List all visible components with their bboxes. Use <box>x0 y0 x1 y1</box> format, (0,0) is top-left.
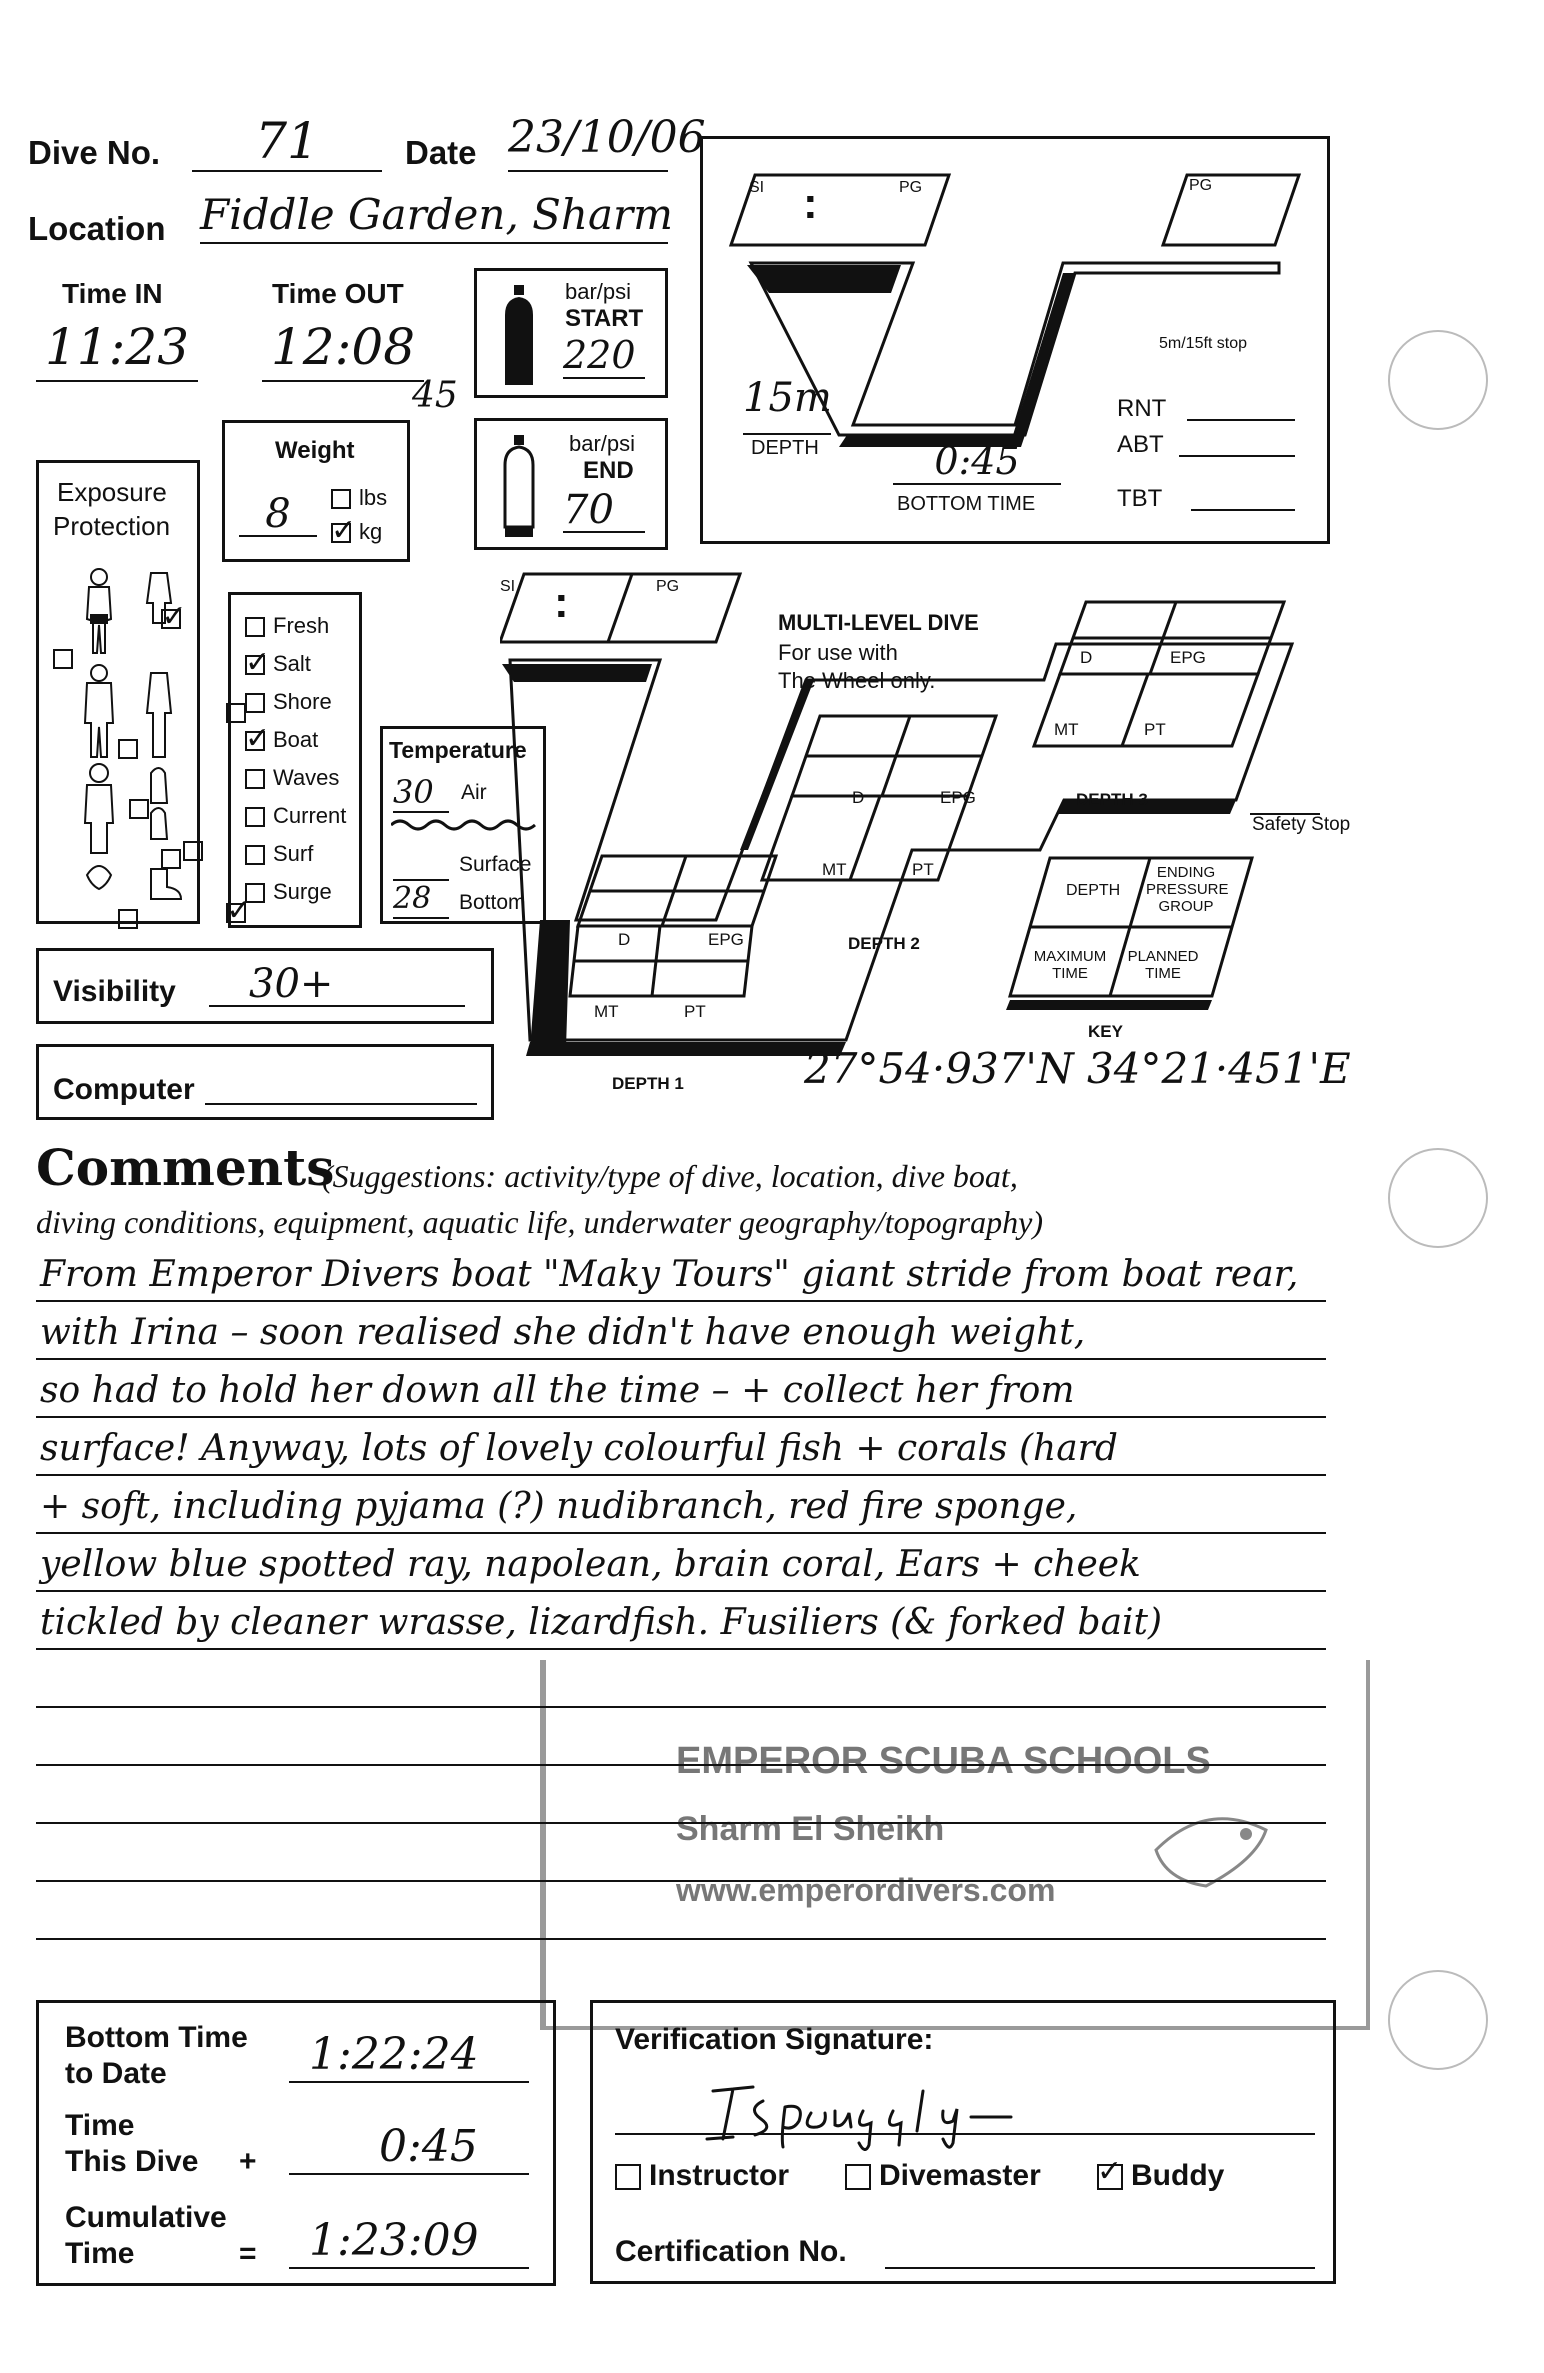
bottom-time-label: BOTTOM TIME <box>897 493 1036 515</box>
lbs-label: lbs <box>359 485 388 510</box>
bt-to-date-label-1: Bottom Time <box>65 2021 248 2054</box>
kg-option[interactable] <box>331 519 382 545</box>
key-label: KEY <box>1088 1022 1123 1041</box>
tank-start-field[interactable]: 220 <box>563 333 645 379</box>
surface-label: Surface <box>459 853 532 876</box>
depth1-d-label: D <box>618 930 631 949</box>
punch-hole <box>1388 1148 1488 1248</box>
air-temp-field[interactable]: 30 <box>393 773 449 813</box>
tank-end-field[interactable]: 70 <box>563 487 645 533</box>
salt-checkbox[interactable] <box>245 655 265 675</box>
surge-checkbox[interactable] <box>245 883 265 903</box>
water-item-surf[interactable] <box>245 841 313 867</box>
water-item-waves[interactable] <box>245 765 339 791</box>
date-label: Date <box>405 134 477 171</box>
location-field[interactable]: Fiddle Garden, Sharm <box>200 190 668 244</box>
weight-field[interactable]: 8 <box>239 491 317 537</box>
stamp-line-2: Sharm El Sheikh <box>676 1810 945 1848</box>
depth3-epg-label: EPG <box>1170 648 1206 667</box>
lbs-option[interactable] <box>331 485 387 511</box>
lbs-checkbox[interactable] <box>331 489 351 509</box>
tank-start-box <box>474 268 668 398</box>
tbt-field[interactable] <box>1191 485 1295 511</box>
buddy-option[interactable] <box>1097 2159 1224 2193</box>
surf-checkbox[interactable] <box>245 845 265 865</box>
si-colon: : <box>803 179 818 228</box>
emperor-stamp <box>540 1660 1370 2030</box>
comment-text-line: + soft, including pyjama (?) nudibranch, red fire sponge, <box>40 1486 1078 1527</box>
margin-note: 45 <box>412 375 458 416</box>
depth3-d-label: D <box>1080 648 1093 667</box>
comment-line <box>36 1300 1326 1302</box>
fresh-checkbox[interactable] <box>245 617 265 637</box>
water-item-boat[interactable] <box>245 727 318 753</box>
punch-hole <box>1388 1970 1488 2070</box>
multilevel-si-label: SI <box>500 578 516 595</box>
water-item-current[interactable] <box>245 803 346 829</box>
fish-logo-icon <box>1146 1790 1286 1900</box>
depth1-mt-label: MT <box>594 1002 619 1021</box>
water-item-salt[interactable] <box>245 651 311 677</box>
depth2-pt-label: PT <box>912 860 934 879</box>
computer-label: Computer <box>53 1073 195 1106</box>
depth2-d-label: D <box>852 788 865 807</box>
depth3-label: DEPTH 3 <box>1076 790 1148 809</box>
exposure-checkbox-shorty[interactable] <box>161 609 181 629</box>
bottom-label: Bottom <box>459 891 526 914</box>
exposure-box <box>36 460 200 924</box>
exposure-checkbox-gloves[interactable] <box>129 799 149 819</box>
si-label: SI <box>749 179 765 196</box>
comments-hint-2: diving conditions, equipment, aquatic life, underwater geography/topography) <box>36 1204 1043 1240</box>
comment-text-line: surface! Anyway, lots of lovely colourful fish + corals (hard <box>40 1428 1118 1469</box>
exposure-checkbox-mitts[interactable] <box>161 849 181 869</box>
weight-label: Weight <box>275 437 355 464</box>
comment-text-line: From Emperor Divers boat "Maky Tours" giant stride from boat rear, <box>40 1254 1299 1295</box>
comments-hint-1: (Suggestions: activity/type of dive, location, dive boat, <box>322 1158 1018 1194</box>
tank-start-unit: bar/psi <box>565 279 632 304</box>
visibility-label: Visibility <box>53 975 176 1008</box>
this-dive-plus: + <box>239 2145 257 2178</box>
multilevel-title: MULTI-LEVEL DIVE <box>778 610 979 635</box>
buddy-label: Buddy <box>1131 2159 1225 2192</box>
exposure-checkbox-skin[interactable] <box>53 649 73 669</box>
punch-hole <box>1388 330 1488 430</box>
comment-text-line: with Irina – soon realised she didn't have enough weight, <box>40 1312 1086 1353</box>
water-conditions-box <box>228 592 362 928</box>
comment-line <box>36 1358 1326 1360</box>
key-epg-label: ENDING PRESSURE GROUP <box>1146 864 1229 915</box>
visibility-box <box>36 948 494 1024</box>
exposure-checkbox-fullsuit[interactable] <box>118 739 138 759</box>
comment-line <box>36 1416 1326 1418</box>
comment-line <box>36 1474 1326 1476</box>
safety-stop-ml-label: Safety Stop <box>1252 814 1351 835</box>
waves-checkbox[interactable] <box>245 769 265 789</box>
depth2-label: DEPTH 2 <box>848 934 920 953</box>
temperature-title: Temperature <box>389 737 527 763</box>
time-in-field[interactable]: 11:23 <box>36 318 198 382</box>
dive-no-field[interactable]: 71 <box>192 112 382 172</box>
comment-line <box>36 1532 1326 1534</box>
multilevel-si-colon: : <box>554 578 569 627</box>
exposure-checkbox-hood[interactable] <box>118 909 138 929</box>
verification-box <box>590 2000 1336 2284</box>
water-item-shore[interactable] <box>245 689 332 715</box>
weight-box <box>222 420 410 562</box>
time-out-label: Time OUT <box>272 278 404 309</box>
multilevel-subtitle-1: For use with <box>778 640 898 665</box>
air-label: Air <box>461 781 487 804</box>
comment-line <box>36 1590 1326 1592</box>
current-checkbox[interactable] <box>245 807 265 827</box>
tbt-label: TBT <box>1117 485 1163 512</box>
bottom-time-field[interactable]: 0:45 <box>893 439 1061 485</box>
kg-checkbox[interactable] <box>331 523 351 543</box>
surge-label: Surge <box>273 879 332 904</box>
cumulative-label-1: Cumulative <box>65 2201 227 2234</box>
rnt-field[interactable] <box>1187 395 1295 421</box>
tank-end-unit: bar/psi <box>569 431 636 456</box>
time-out-field[interactable]: 12:08 <box>262 318 424 382</box>
divemaster-label: Divemaster <box>879 2159 1041 2192</box>
tank-end-label: END <box>583 457 634 484</box>
exposure-title-2: Protection <box>53 511 171 541</box>
depth1-pt-label: PT <box>684 1002 706 1021</box>
time-in-label: Time IN <box>62 278 163 309</box>
fresh-label: Fresh <box>273 613 330 638</box>
signature-field[interactable] <box>615 2103 1315 2135</box>
comment-line <box>36 1706 1326 1708</box>
date-field[interactable]: 23/10/06 <box>508 112 668 172</box>
depth1-label: DEPTH 1 <box>612 1074 684 1093</box>
bottom-temp-field[interactable]: 28 <box>393 881 449 919</box>
stamp-line-3: www.emperordivers.com <box>676 1872 1056 1908</box>
instructor-option[interactable] <box>615 2159 789 2193</box>
visibility-field[interactable]: 30+ <box>209 961 465 1007</box>
cumulative-equals: = <box>239 2237 257 2270</box>
rnt-label: RNT <box>1117 395 1167 422</box>
bt-to-date-label-2: to Date <box>65 2057 167 2090</box>
safety-stop-label: 5m/15ft stop <box>1159 335 1248 352</box>
cert-label: Certification No. <box>615 2235 847 2268</box>
comment-line <box>36 1938 1326 1940</box>
instructor-checkbox[interactable] <box>615 2164 641 2190</box>
verification-label: Verification Signature: <box>615 2023 934 2056</box>
multilevel-pg-label: PG <box>656 578 680 595</box>
bt-to-date-field[interactable]: 1:22:24 <box>289 2029 529 2083</box>
dive-no-label: Dive No. <box>28 134 161 171</box>
comment-line <box>36 1648 1326 1650</box>
waves-label: Waves <box>273 765 340 790</box>
tank-end-box <box>474 418 668 550</box>
water-item-fresh[interactable] <box>245 613 329 639</box>
comment-line <box>36 1764 1326 1766</box>
water-item-surge[interactable] <box>245 879 332 905</box>
depth2-mt-label: MT <box>822 860 847 879</box>
kg-label: kg <box>359 519 383 544</box>
depth1-epg-label: EPG <box>708 930 744 949</box>
depth3-mt-label: MT <box>1054 720 1079 739</box>
location-label: Location <box>28 210 166 247</box>
totals-box <box>36 2000 556 2286</box>
exposure-title-1: Exposure <box>57 477 167 507</box>
boat-label: Boat <box>273 727 319 752</box>
key-depth-label: DEPTH <box>1066 882 1121 899</box>
key-pt-label: PLANNED TIME <box>1127 948 1199 982</box>
divemaster-checkbox[interactable] <box>845 2164 871 2190</box>
multilevel-subtitle-2: The Wheel only. <box>778 668 936 693</box>
computer-field[interactable] <box>205 1063 477 1105</box>
comment-line <box>36 1880 1326 1882</box>
key-mt-label: MAXIMUM TIME <box>1033 948 1107 982</box>
tank-start-label: START <box>565 305 644 332</box>
divemaster-option[interactable] <box>845 2159 1041 2193</box>
boat-checkbox[interactable] <box>245 731 265 751</box>
cumulative-field[interactable]: 1:23:09 <box>289 2215 529 2269</box>
comment-text-line: so had to hold her down all the time – + collect her from <box>40 1370 1075 1411</box>
cumulative-label-2: Time <box>65 2237 135 2270</box>
depth2-epg-label: EPG <box>940 788 976 807</box>
pg-label: PG <box>899 179 923 196</box>
shore-checkbox[interactable] <box>245 693 265 713</box>
this-dive-field[interactable]: 0:45 <box>289 2121 529 2175</box>
dive-profile-box <box>700 136 1330 544</box>
salt-label: Salt <box>273 651 311 676</box>
surf-label: Surf <box>273 841 314 866</box>
empty-tank-icon <box>501 435 537 539</box>
this-dive-label-1: Time <box>65 2109 135 2142</box>
computer-box <box>36 1044 494 1120</box>
pg-label-end: PG <box>1189 177 1213 194</box>
depth3-pt-label: PT <box>1144 720 1166 739</box>
comment-text-line: yellow blue spotted ray, napolean, brain coral, Ears + cheek <box>40 1544 1141 1585</box>
exposure-checkbox-hood-suit[interactable] <box>183 841 203 861</box>
current-label: Current <box>273 803 347 828</box>
this-dive-label-2: This Dive <box>65 2145 199 2178</box>
surface-temp-field[interactable] <box>393 843 449 881</box>
gps-coordinates: 27°54·937'N 34°21·451'E <box>804 1044 1351 1093</box>
full-tank-icon <box>501 285 537 387</box>
abt-label: ABT <box>1117 431 1164 458</box>
instructor-label: Instructor <box>649 2159 790 2192</box>
shore-label: Shore <box>273 689 332 714</box>
comments-title: Comments <box>36 1138 335 1197</box>
stamp-line-1: EMPEROR SCUBA SCHOOLS <box>676 1740 1211 1782</box>
cert-field[interactable] <box>885 2235 1315 2269</box>
abt-field[interactable] <box>1179 431 1295 457</box>
comment-line <box>36 1822 1326 1824</box>
comment-text-line: tickled by cleaner wrasse, lizardfish. Fusiliers (& forked bait) <box>40 1602 1163 1643</box>
depth-label: DEPTH <box>751 437 819 459</box>
depth-field[interactable]: 15m <box>743 375 831 435</box>
buddy-checkbox[interactable] <box>1097 2164 1123 2190</box>
